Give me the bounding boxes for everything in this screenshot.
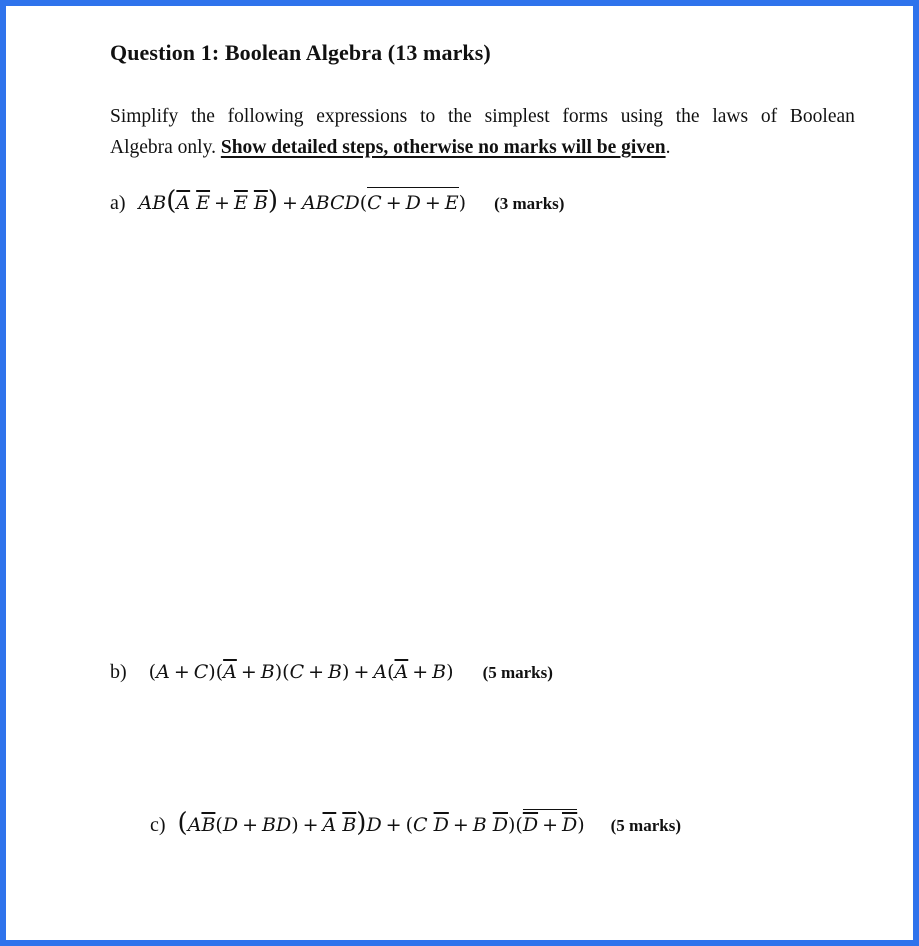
part-b	[110, 657, 553, 688]
instructions-line-1	[110, 101, 855, 132]
instructions-word: using	[620, 106, 663, 127]
emphasis-note: Show detailed steps, otherwise no marks will be given	[220, 137, 666, 158]
question-title: Question 1: Boolean Algebra (13 marks)	[110, 40, 491, 65]
part-c-expression: ($A\overline{B}(D + BD) + \overline{A}$ $\overline{B})D + (C$ $\overline{D} + B$ $\overline{D})(\overline{D} + \overline{D})$	[177, 808, 585, 838]
part-b-marks: (5 marks)	[482, 663, 553, 682]
part-c-marks: (5 marks)	[610, 816, 681, 835]
instructions-line-2: Algebra only. Show detailed steps, otherwise no marks will be given.	[110, 137, 671, 158]
instructions-word: of	[760, 106, 778, 127]
part-a-label: a)	[110, 192, 126, 214]
instructions-word: simplest	[484, 106, 550, 127]
instructions-word: Boolean	[789, 106, 855, 127]
part-a-expression: $AB(\overline{A}$ $\overline{E} + \overline{E}$ $\overline{B}$) + ABCD(C + D + E)	[138, 186, 467, 216]
instructions-word: Simplify	[110, 106, 179, 127]
instructions-word: the	[191, 106, 215, 127]
instructions-word: expressions	[316, 106, 408, 127]
part-a	[110, 188, 564, 219]
part-c-label: c)	[150, 814, 166, 836]
instructions-word: forms	[562, 106, 608, 127]
instructions-word: the	[675, 106, 700, 127]
instructions-word: to	[420, 106, 436, 127]
part-b-expression: $(A + C)(\overline{A} + B)(C + B) + A(\overline{A} + B)$	[148, 661, 454, 683]
instructions	[110, 101, 855, 163]
instructions-word: laws	[712, 106, 749, 127]
instructions-word: the	[448, 106, 472, 127]
part-c	[150, 810, 681, 841]
instructions-word: following	[227, 106, 304, 127]
part-a-marks: (3 marks)	[494, 194, 565, 213]
part-b-label: b)	[110, 661, 127, 683]
